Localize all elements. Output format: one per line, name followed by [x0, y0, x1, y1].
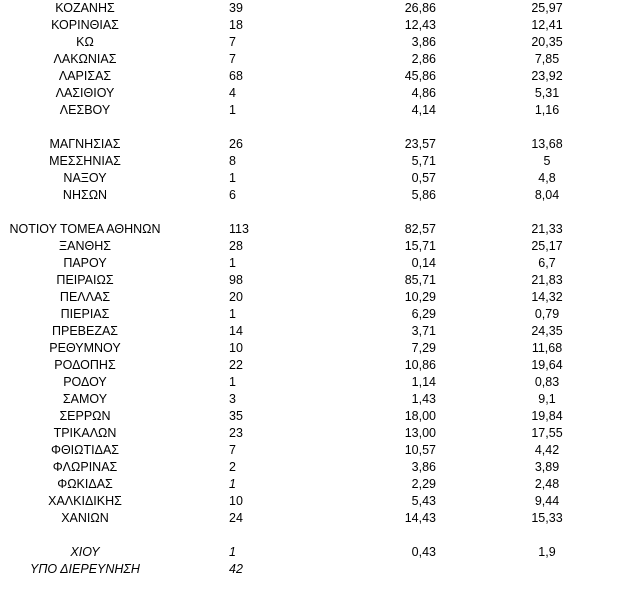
region-name-cell: ΥΠΟ ΔΙΕΡΕΥΝΗΣΗ — [30, 562, 140, 576]
change-cell: 23,92 — [531, 69, 563, 83]
rate-cell: 0,14 — [411, 256, 436, 270]
change-cell: 9,44 — [534, 494, 560, 508]
cases-cell: 14 — [229, 324, 243, 338]
region-name-cell: ΠΡΕΒΕΖΑΣ — [51, 324, 119, 338]
change-cell: 6,7 — [538, 256, 556, 270]
cases-cell: 22 — [229, 358, 243, 372]
table-row — [0, 17, 639, 34]
table-row — [0, 459, 639, 476]
region-name-cell: ΚΟΡΙΝΘΙΑΣ — [51, 18, 119, 32]
table-row — [0, 153, 639, 170]
region-name-cell: ΞΑΝΘΗΣ — [59, 239, 111, 253]
change-cell: 1,9 — [538, 545, 556, 559]
cases-cell: 7 — [229, 35, 236, 49]
region-name-cell: ΝΟΤΙΟΥ ΤΟΜΕΑ ΑΘΗΝΩΝ — [9, 222, 161, 236]
change-cell: 9,1 — [538, 392, 556, 406]
change-cell: 13,68 — [531, 137, 563, 151]
region-name-cell: ΡΕΘΥΜΝΟΥ — [49, 341, 121, 355]
cases-cell: 68 — [229, 69, 243, 83]
region-name-cell: ΛΑΚΩΝΙΑΣ — [53, 52, 117, 66]
region-name-cell: ΛΕΣΒΟΥ — [59, 103, 111, 117]
table-row — [0, 289, 639, 306]
table-row — [0, 357, 639, 374]
region-name-cell: ΠΑΡΟΥ — [63, 256, 107, 270]
table-row — [0, 255, 639, 272]
table-row — [0, 442, 639, 459]
table-row — [0, 221, 639, 238]
cases-cell: 10 — [229, 341, 243, 355]
change-cell: 25,97 — [531, 1, 563, 15]
change-cell: 19,84 — [531, 409, 563, 423]
rate-cell: 12,43 — [404, 18, 436, 32]
rate-cell: 10,57 — [404, 443, 436, 457]
cases-cell: 1 — [229, 256, 236, 270]
cases-cell: 7 — [229, 443, 236, 457]
table-row — [0, 408, 639, 425]
region-name-cell: ΛΑΣΙΘΙΟΥ — [55, 86, 115, 100]
table-row — [0, 272, 639, 289]
change-cell: 25,17 — [531, 239, 563, 253]
region-name-cell: ΠΕΙΡΑΙΩΣ — [56, 273, 114, 287]
region-name-cell: ΜΑΓΝΗΣΙΑΣ — [49, 137, 121, 151]
cases-cell: 4 — [229, 86, 236, 100]
rate-cell: 4,14 — [411, 103, 436, 117]
change-cell: 0,79 — [534, 307, 560, 321]
rate-cell: 2,29 — [411, 477, 436, 491]
rate-cell: 1,14 — [411, 375, 436, 389]
rate-cell: 3,71 — [411, 324, 436, 338]
cases-cell: 23 — [229, 426, 243, 440]
table-row — [0, 34, 639, 51]
rate-cell: 1,43 — [411, 392, 436, 406]
change-cell: 11,68 — [531, 341, 563, 355]
region-name-cell: ΤΡΙΚΑΛΩΝ — [53, 426, 117, 440]
change-cell: 4,42 — [534, 443, 560, 457]
change-cell: 15,33 — [531, 511, 563, 525]
cases-cell: 28 — [229, 239, 243, 253]
cases-cell: 24 — [229, 511, 243, 525]
change-cell: 3,89 — [534, 460, 560, 474]
region-name-cell: ΧΑΝΙΩΝ — [61, 511, 109, 525]
cases-cell: 18 — [229, 18, 243, 32]
change-cell: 2,48 — [534, 477, 560, 491]
change-cell: 1,16 — [534, 103, 560, 117]
table-row — [0, 476, 639, 493]
rate-cell: 14,43 — [404, 511, 436, 525]
cases-cell: 2 — [229, 460, 236, 474]
rate-cell: 6,29 — [411, 307, 436, 321]
change-cell: 4,8 — [538, 171, 556, 185]
cases-cell: 3 — [229, 392, 236, 406]
change-cell: 14,32 — [531, 290, 563, 304]
region-name-cell: ΡΟΔΟΥ — [63, 375, 107, 389]
table-row — [0, 0, 639, 17]
change-cell: 21,83 — [531, 273, 563, 287]
table-row — [0, 187, 639, 204]
cases-cell: 8 — [229, 154, 236, 168]
table-row — [0, 51, 639, 68]
table-row — [0, 323, 639, 340]
rate-cell: 2,86 — [411, 52, 436, 66]
cases-cell: 10 — [229, 494, 243, 508]
rate-cell: 18,00 — [404, 409, 436, 423]
region-name-cell: ΝΗΣΩΝ — [62, 188, 108, 202]
region-name-cell: ΚΩ — [76, 35, 94, 49]
rate-cell: 85,71 — [404, 273, 436, 287]
table-row — [0, 425, 639, 442]
rate-cell: 26,86 — [404, 1, 436, 15]
table-row — [0, 340, 639, 357]
table-row — [0, 238, 639, 255]
cases-cell: 1 — [229, 307, 236, 321]
change-cell: 7,85 — [534, 52, 560, 66]
cases-cell: 26 — [229, 137, 243, 151]
rate-cell: 13,00 — [404, 426, 436, 440]
region-name-cell: ΝΑΞΟΥ — [63, 171, 107, 185]
rate-cell: 45,86 — [404, 69, 436, 83]
region-name-cell: ΜΕΣΣΗΝΙΑΣ — [49, 154, 121, 168]
table-row — [0, 85, 639, 102]
region-name-cell: ΛΑΡΙΣΑΣ — [58, 69, 112, 83]
region-name-cell: ΦΩΚΙΔΑΣ — [57, 477, 113, 491]
cases-cell: 1 — [229, 171, 236, 185]
cases-cell: 20 — [229, 290, 243, 304]
region-name-cell: ΠΙΕΡΙΑΣ — [60, 307, 110, 321]
cases-cell: 42 — [229, 562, 243, 576]
cases-cell: 35 — [229, 409, 243, 423]
change-cell: 20,35 — [531, 35, 563, 49]
cases-cell: 1 — [229, 545, 236, 559]
table-row — [0, 68, 639, 85]
cases-cell: 98 — [229, 273, 243, 287]
change-cell: 0,83 — [534, 375, 560, 389]
rate-cell: 23,57 — [404, 137, 436, 151]
change-cell: 12,41 — [531, 18, 563, 32]
region-name-cell: ΧΑΛΚΙΔΙΚΗΣ — [48, 494, 122, 508]
table-row — [0, 170, 639, 187]
table-row — [0, 306, 639, 323]
cases-cell: 113 — [229, 222, 249, 236]
change-cell: 21,33 — [531, 222, 563, 236]
rate-cell: 0,43 — [411, 545, 436, 559]
region-name-cell: ΡΟΔΟΠΗΣ — [54, 358, 116, 372]
rate-cell: 3,86 — [411, 35, 436, 49]
region-name-cell: ΣΕΡΡΩΝ — [59, 409, 111, 423]
rate-cell: 82,57 — [404, 222, 436, 236]
rate-cell: 15,71 — [404, 239, 436, 253]
change-cell: 5,31 — [534, 86, 560, 100]
region-name-cell: ΧΙΟΥ — [70, 545, 100, 559]
rate-cell: 10,29 — [404, 290, 436, 304]
rate-cell: 7,29 — [411, 341, 436, 355]
region-name-cell: ΠΕΛΛΑΣ — [59, 290, 111, 304]
cases-cell: 6 — [229, 188, 236, 202]
cases-cell: 1 — [229, 103, 236, 117]
cases-cell: 7 — [229, 52, 236, 66]
table-row — [0, 561, 639, 578]
change-cell: 24,35 — [531, 324, 563, 338]
rate-cell: 10,86 — [404, 358, 436, 372]
rate-cell: 4,86 — [411, 86, 436, 100]
cases-cell: 1 — [229, 477, 236, 491]
table-row — [0, 102, 639, 119]
cases-cell: 1 — [229, 375, 236, 389]
rate-cell: 5,71 — [411, 154, 436, 168]
region-name-cell: ΦΘΙΩΤΙΔΑΣ — [50, 443, 120, 457]
table-row — [0, 374, 639, 391]
region-name-cell: ΦΛΩΡΙΝΑΣ — [52, 460, 118, 474]
table-row — [0, 391, 639, 408]
table-row — [0, 510, 639, 527]
region-name-cell: ΚΟΖΑΝΗΣ — [55, 1, 115, 15]
table-row — [0, 544, 639, 561]
rate-cell: 5,43 — [411, 494, 436, 508]
change-cell: 17,55 — [531, 426, 563, 440]
change-cell: 19,64 — [531, 358, 563, 372]
rate-cell: 0,57 — [411, 171, 436, 185]
table-row — [0, 136, 639, 153]
region-name-cell: ΣΑΜΟΥ — [62, 392, 108, 406]
change-cell: 5 — [543, 154, 551, 168]
cases-cell: 39 — [229, 1, 243, 15]
table-row — [0, 493, 639, 510]
rate-cell: 5,86 — [411, 188, 436, 202]
rate-cell: 3,86 — [411, 460, 436, 474]
change-cell: 8,04 — [534, 188, 560, 202]
